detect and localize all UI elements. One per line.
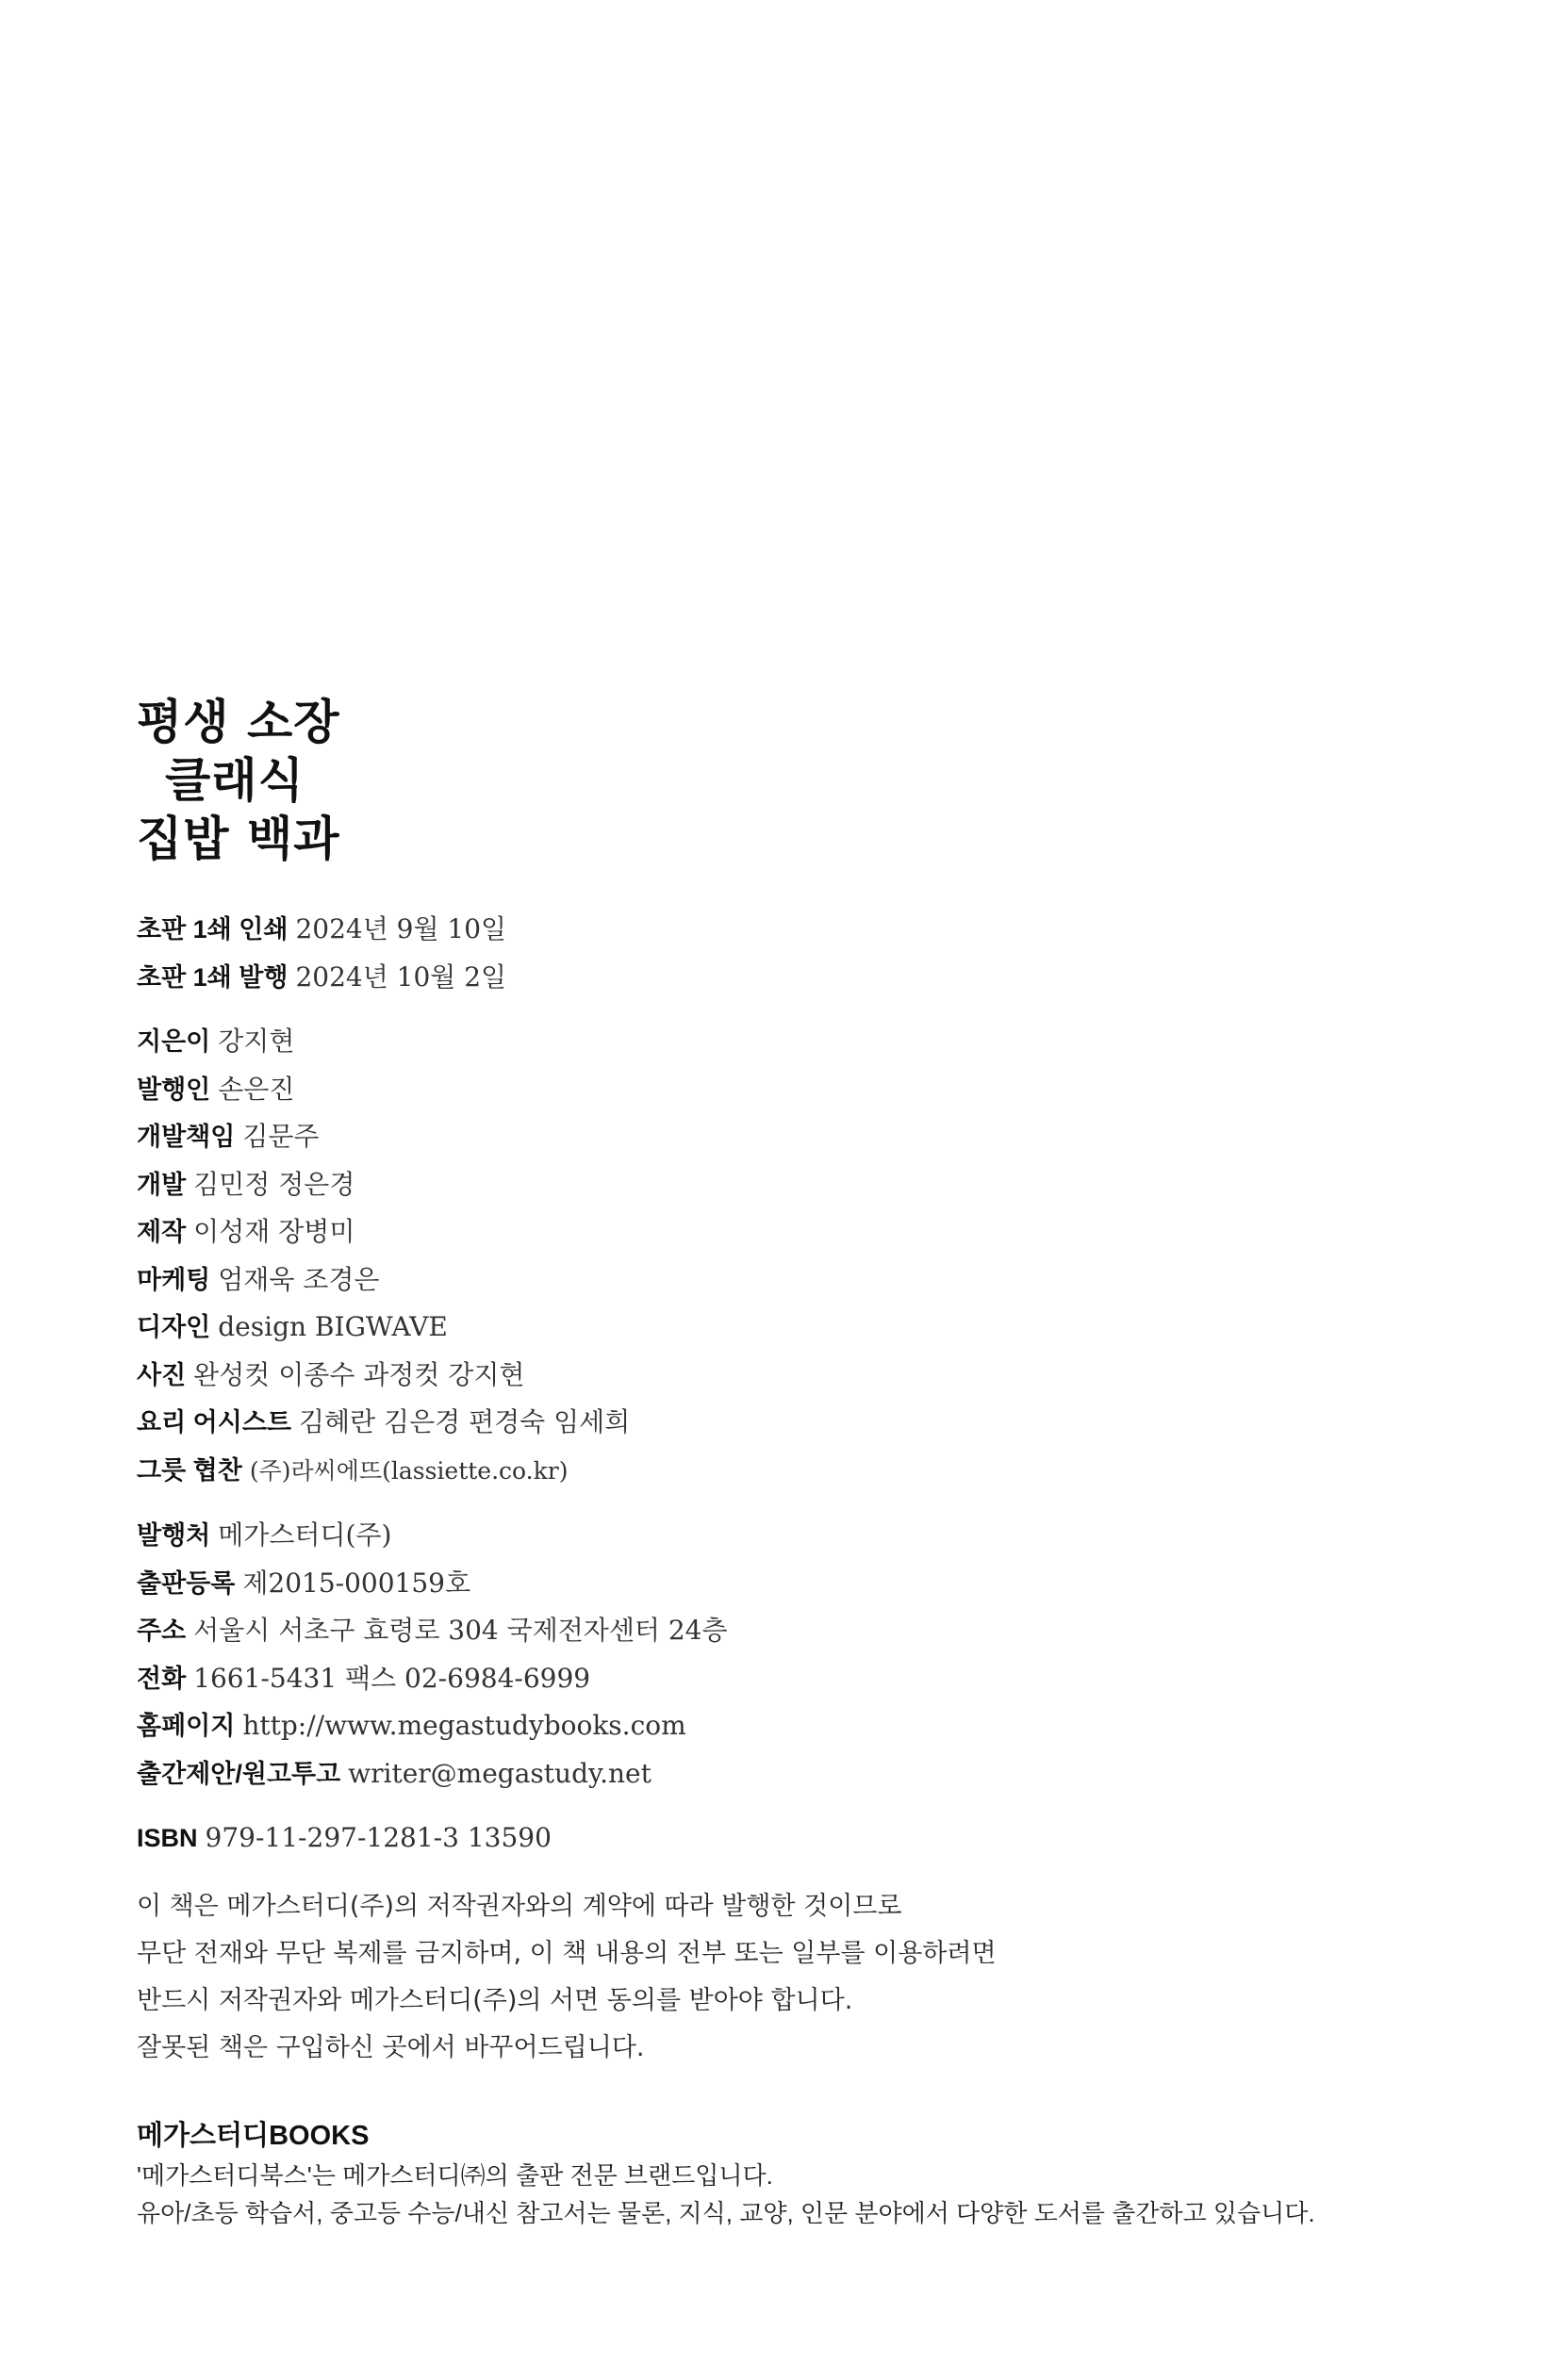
publisher-value: 제2015-000159호 [242,1567,471,1599]
credit-row [137,1161,1457,1209]
printing-value: 2024년 10월 2일 [295,960,507,993]
publisher-row [137,1512,1457,1560]
isbn-label: ISBN [137,1824,198,1852]
publisher-row [137,1750,1457,1798]
credit-row [137,1352,1457,1400]
credit-value: 엄재욱 조경은 [218,1263,380,1295]
publisher-value: 1661-5431 팩스 02-6984-6999 [193,1662,591,1694]
isbn-row [137,1814,1457,1863]
copyright-notice [137,1883,1457,2072]
email-link[interactable]: writer@megastudy.net [348,1757,652,1789]
credit-label: 사진 [137,1360,187,1389]
credit-value: 강지현 [218,1026,295,1057]
credit-label: 개발책임 [137,1123,236,1151]
credit-row [137,1447,1457,1496]
credit-value: 손은진 [218,1073,295,1105]
publisher-label: 홈페이지 [137,1712,236,1740]
printing-label: 초판 1쇄 인쇄 [137,915,289,944]
printing-label: 초판 1쇄 발행 [137,962,289,992]
notice-line: 무단 전재와 무단 복제를 금지하며, 이 책 내용의 전부 또는 일부를 이용하려면 [137,1938,997,1968]
publisher-value: 서울시 서초구 효령로 304 국제전자센터 24층 [193,1615,728,1646]
book-title-line-3: 집밥 백과 [137,811,340,866]
notice-line: 이 책은 메가스터디(주)의 저작권자와의 계약에 따라 발행한 것이므로 [137,1891,902,1921]
colophon-page [137,693,1457,2232]
credit-row [137,1256,1457,1305]
publisher-row [137,1607,1457,1655]
book-title-line-2: 클래식 [165,752,305,808]
credit-value: 완성컷 이종수 과정컷 강지현 [193,1358,525,1390]
credit-row [137,1066,1457,1114]
publisher-value: 메가스터디(주) [218,1519,392,1551]
publisher-row [137,1702,1457,1750]
credit-label: 발행인 [137,1075,211,1104]
credit-label: 요리 어시스트 [137,1408,291,1436]
printing-info [137,906,1457,1001]
credit-label: 디자인 [137,1313,211,1341]
publisher-label: 전화 [137,1664,187,1693]
credit-value: 김민정 정은경 [193,1168,355,1200]
credit-value: 김문주 [242,1121,320,1152]
brand-name: 메가스터디BOOKS [137,2120,370,2151]
publisher-label: 출간제안/원고투고 [137,1759,341,1788]
homepage-link[interactable]: http://www.megastudybooks.com [242,1710,686,1741]
publisher-info [137,1512,1457,1797]
printing-value: 2024년 9월 10일 [295,913,507,944]
credit-label: 마케팅 [137,1265,211,1294]
credit-value: (주)라씨에뜨(lassiette.co.kr) [249,1456,569,1485]
credit-row [137,1018,1457,1066]
publisher-label: 출판등록 [137,1568,236,1598]
brand-description-line: '메가스터디북스'는 메가스터디㈜의 출판 전문 브랜드입니다. [137,2160,773,2190]
publisher-row [137,1560,1457,1608]
credit-row [137,1399,1457,1447]
credit-row [137,1208,1457,1256]
credit-label: 개발 [137,1170,187,1199]
book-title-line-1: 평생 소장 [137,694,340,749]
notice-line: 잘못된 책은 구입하신 곳에서 바꾸어드립니다. [137,2032,645,2062]
publisher-row [137,1655,1457,1703]
printing-row [137,906,1457,954]
credit-label: 지은이 [137,1027,211,1056]
credit-row [137,1113,1457,1161]
brand-description-line: 유아/초등 학습서, 중고등 수능/내신 참고서는 물론, 지식, 교양, 인문 분야에서 다양한 도서를 출간하고 있습니다. [137,2198,1315,2227]
publisher-label: 발행처 [137,1521,211,1550]
credits-info [137,1018,1457,1495]
credit-value: 이성재 장병미 [193,1216,355,1247]
isbn-value: 979-11-297-1281-3 13590 [205,1822,552,1853]
book-title [137,693,1457,868]
credit-row [137,1304,1457,1352]
notice-line: 반드시 저작권자와 메가스터디(주)의 서면 동의를 받아야 합니다. [137,1985,853,2015]
printing-row [137,954,1457,1002]
credit-label: 제작 [137,1218,187,1246]
brand-section [137,2115,1457,2232]
credit-value: 김혜란 김은경 편경숙 임세희 [299,1406,631,1437]
publisher-label: 주소 [137,1617,187,1645]
credit-value: design BIGWAVE [218,1311,448,1342]
credit-label: 그릇 협찬 [137,1455,242,1485]
